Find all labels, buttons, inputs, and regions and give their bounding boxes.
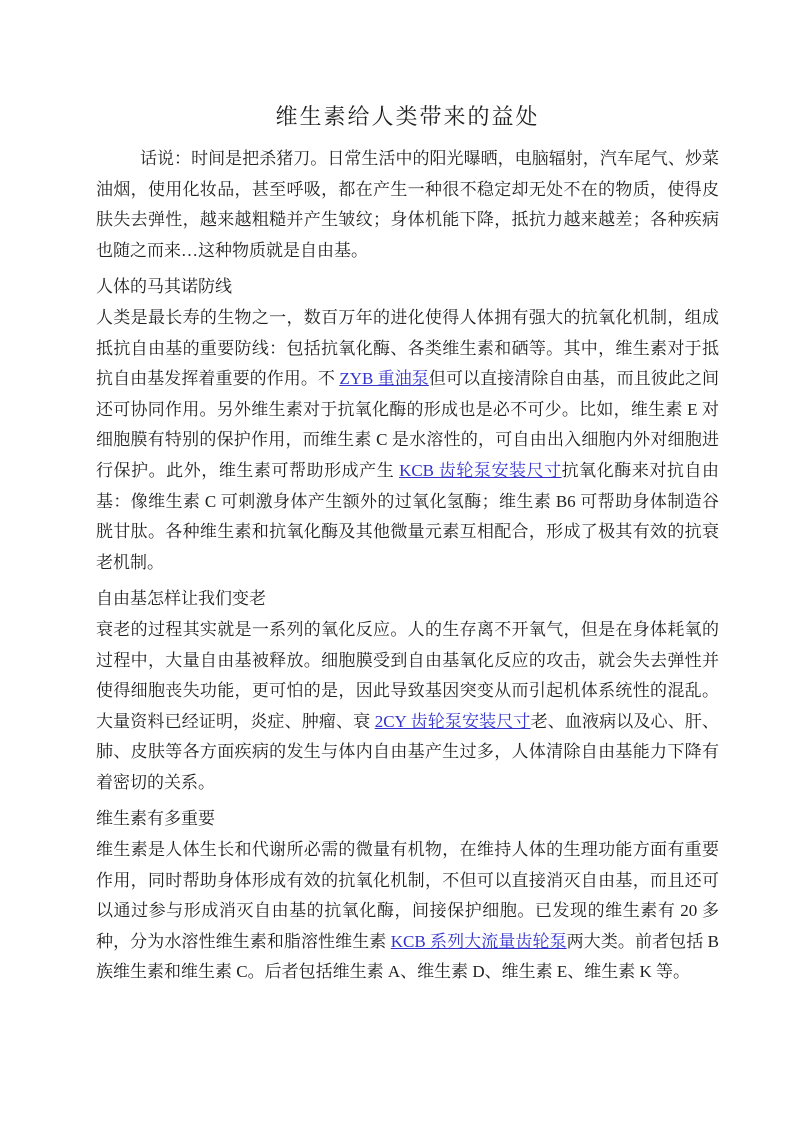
text-run: 老、血液病以及心、肝、肺、皮肤等各方面疾病的发生与体内自由基产生过多，人体清除自由基能力下降有着密切的关系。	[96, 711, 720, 792]
text-run: 人类是最长寿的生物之一，数百万年的进化使得人体拥有强大的抗氧化机制，组成抵抗自由基的重要防线：包括抗氧化酶、各类维生素和硒等。其中，维生素对于抵抗自由基发挥着重要的作用。不	[96, 307, 719, 389]
text-run: 话说：时间是把杀猪刀。日常生活中的阳光曝晒，电脑辐射，汽车尾气、炒菜油烟，使用化妆品，甚至呼吸，都在产生一种很不稳定却无处不在的物质，使得皮肤失去弹性，越来越粗糙并产生皱纹；身体机能下降，抵抗力越来越差；各种疾病也随之而来…这种物质就是自由基。	[96, 149, 719, 260]
text-run: 维生素有多重要	[96, 809, 215, 829]
paragraph	[96, 615, 719, 799]
inline-link[interactable]: 2CY 齿轮泵安装尺寸	[374, 711, 531, 731]
text-run: 自由基怎样让我们变老	[96, 589, 266, 609]
inline-link[interactable]: ZYB 重油泵	[339, 369, 429, 389]
document-body	[96, 144, 719, 988]
text-run: 人体的马其诺防线	[96, 277, 232, 297]
paragraph	[96, 303, 719, 578]
text-run: 衰老的过程其实就是一系列的氧化反应。人的生存离不开氧气，但是在身体耗氧的过程中，大量自由基被释放。细胞膜受到自由基氧化反应的攻击，就会失去弹性并使得细胞丧失功能，更可怕的是，因此导致基因突变从而引起机体系统性的混乱。大量资料已经证明，炎症、肿瘤、衰	[96, 619, 719, 731]
text-run: 但可以直接清除自由基，而且彼此之间还可协同作用。另外维生素对于抗氧化酶的形成也是必不可少。比如，维生素 E 对细胞膜有特别的保护作用，而维生素 C 是水溶性的，可自由出入细胞内外对细胞进行保护。此外，维生素可帮助形成产生	[96, 369, 720, 480]
paragraph	[96, 835, 719, 988]
document-title: 维生素给人类带来的益处	[275, 104, 540, 129]
section-heading	[96, 804, 719, 835]
section-heading	[96, 584, 719, 615]
inline-link[interactable]: KCB 系列大流量齿轮泵	[390, 931, 567, 951]
paragraph	[96, 144, 719, 266]
text-run: 两大类。前者包括 B 族维生素和维生素 C。后者包括维生素 A、维生素 D、维生素 E、维生素 K 等。	[96, 931, 719, 982]
text-run: 维生素是人体生长和代谢所必需的微量有机物，在维持人体的生理功能方面有重要作用，同时帮助身体形成有效的抗氧化机制，不但可以直接消灭自由基，而且还可以通过参与形成消灭自由基的抗氧化酶，间接保护细胞。已发现的维生素有 20 多种，分为水溶性维生素和脂溶性维生素	[96, 840, 719, 951]
section-heading	[96, 272, 719, 303]
inline-link[interactable]: KCB 齿轮泵安装尺寸	[399, 460, 562, 480]
text-run: 抗氧化酶来对抗自由基：像维生素 C 可刺激身体产生额外的过氧化氢酶；维生素 B6 可帮助身体制造谷胱甘肽。各种维生素和抗氧化酶及其他微量元素互相配合，形成了极其有效的抗衰老机制。	[96, 460, 720, 572]
